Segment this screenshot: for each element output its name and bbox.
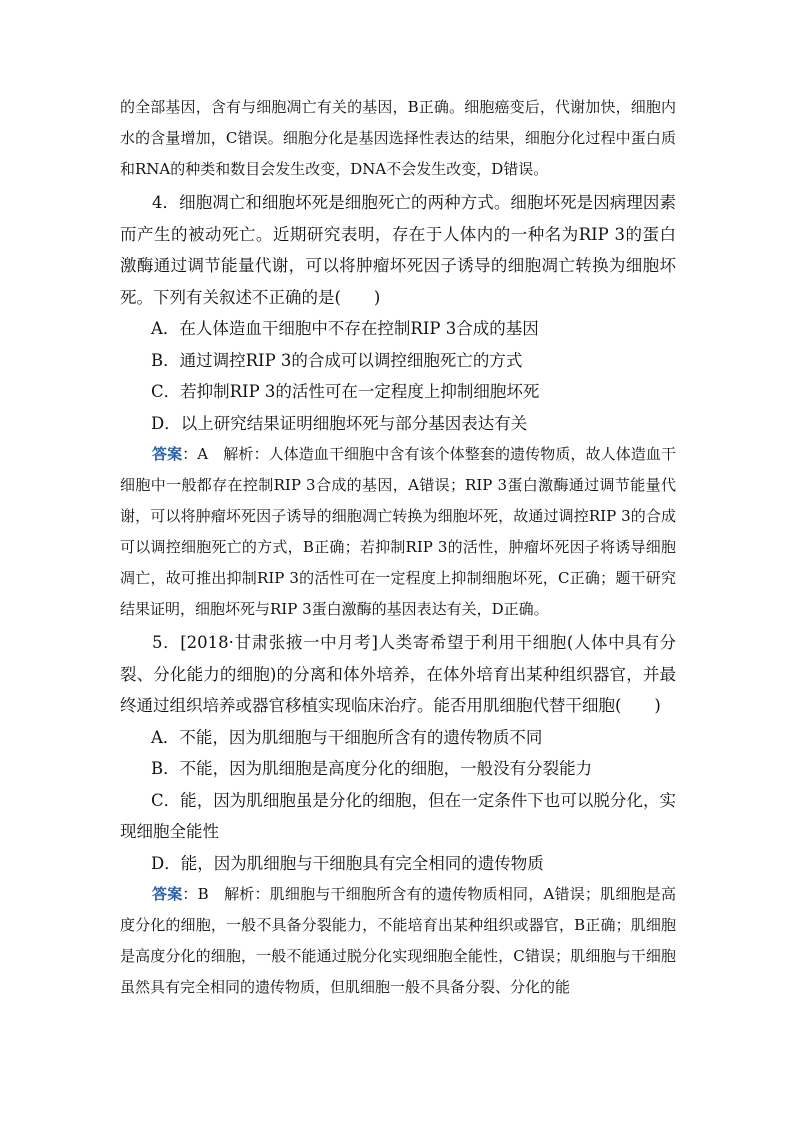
question-5-option-d: D．能，因为肌细胞与干细胞具有完全相同的遗传物质	[151, 853, 544, 873]
question-5-answer-text: ：B 解析：肌细胞与干细胞所含有的遗传物质相同，A错误；肌细胞是高度分化的细胞，一般不具备分裂能力，不能培育出某种组织或器官，B正确；肌细胞是高度分化的细胞，一般不能通过脱分化实现细胞全能性，C错误；肌细胞与干细胞虽然具有完全相同的遗传物质，但肌细胞一般不具备分裂、分化的能	[120, 885, 676, 996]
previous-explanation: 的全部基因，含有与细胞凋亡有关的基因，B正确。细胞癌变后，代谢加快，细胞内水的含量增加，C错误。细胞分化是基因选择性表达的结果，细胞分化过程中蛋白质和RNA的种类和数目会发生改变，DNA不会发生改变，D错误。	[120, 98, 676, 178]
question-5	[120, 627, 676, 1003]
question-4-stem: 4．细胞凋亡和细胞坏死是细胞死亡的两种方式。细胞坏死是因病理因素而产生的被动死亡。近期研究表明，存在于人体内的一种名为RIP 3的蛋白激酶通过调节能量代谢，可以将肿瘤坏死因子诱导的细胞凋亡转换为细胞坏死。下列有关叙述不正确的是( )	[120, 193, 676, 307]
question-5-option-b: B．不能，因为肌细胞是高度分化的细胞，一般没有分裂能力	[151, 759, 593, 778]
question-4	[120, 187, 676, 625]
question-4-option-a: A．在人体造血干细胞中不存在控制RIP 3合成的基因	[151, 319, 539, 338]
question-5-option-a: A．不能，因为肌细胞与干细胞所含有的遗传物质不同	[151, 727, 543, 747]
question-4-answer-label: 答案	[152, 445, 183, 463]
question-5-answer-label: 答案	[152, 885, 183, 903]
document-content	[120, 92, 676, 1003]
question-4-option-b: B．通过调控RIP 3的合成可以调控细胞死亡的方式	[151, 350, 523, 370]
question-4-answer	[120, 439, 676, 625]
question-5-stem: 5．[2018·甘肃张掖一中月考]人类寄希望于利用干细胞(人体中具有分裂、分化能力的细胞)的分离和体外培养，在体外培育出某种组织器官，并最终通过组织培养或器官移植实现临床治疗。能否用肌细胞代替干细胞( )	[120, 633, 676, 715]
question-4-option-d: D．以上研究结果证明细胞坏死与部分基因表达有关	[151, 413, 528, 433]
question-4-option-c: C．若抑制RIP 3的活性可在一定程度上抑制细胞坏死	[151, 382, 540, 401]
question-5-option-c: C．能，因为肌细胞虽是分化的细胞，但在一定条件下也可以脱分化，实现细胞全能性	[120, 790, 676, 841]
question-4-answer-text: ：A 解析：人体造血干细胞中含有该个体整套的遗传物质，故人体造血干细胞中一般都存在控制RIP 3合成的基因，A错误；RIP 3蛋白激酶通过调节能量代谢，可以将肿瘤坏死因子诱导的细胞凋亡转换为细胞坏死，故通过调控RIP 3的合成可以调控细胞死亡的方式，B正确；若抑制RIP 3的活性，肿瘤坏死因子将诱导细胞凋亡，故可推出抑制RIP 3的活性可在一定程度上抑制细胞坏死，C正确；题干研究结果证明，细胞坏死与RIP 3蛋白激酶的基因表达有关，D正确。	[120, 445, 676, 618]
question-5-answer	[120, 879, 676, 1003]
